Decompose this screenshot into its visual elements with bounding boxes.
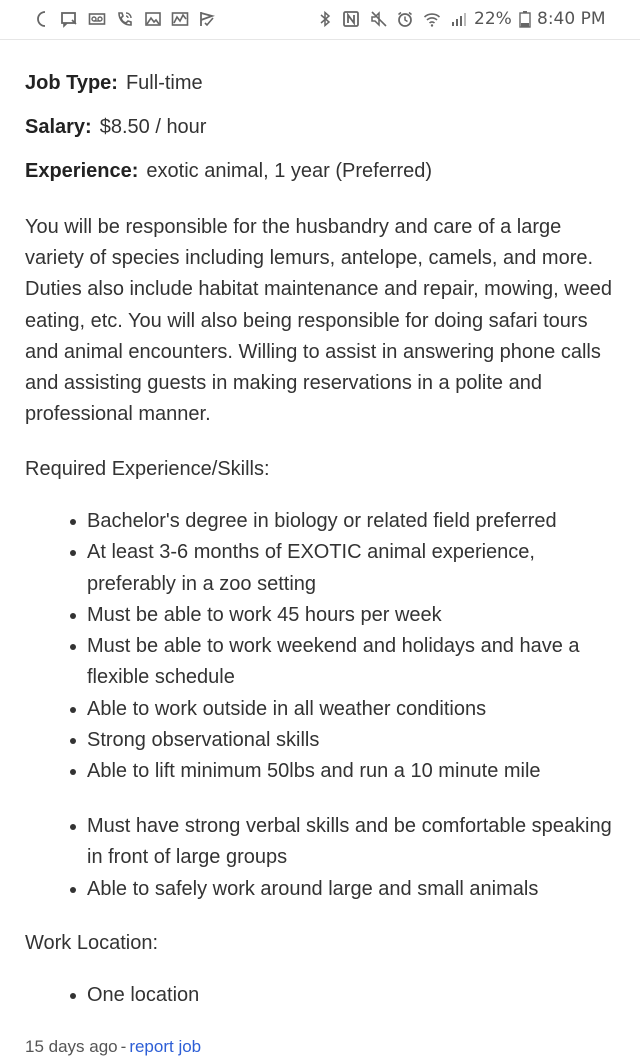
skill-item-text: Must have strong verbal skills and be comfortable speaking in front of large groups [87,815,612,869]
mute-icon [370,10,388,28]
experience-label: Experience: [25,160,139,182]
alarm-icon [396,10,414,28]
skill-item-text: At least 3-6 months of EXOTIC animal experience, preferably in a zoo setting [87,541,535,595]
message-icon [60,10,78,28]
bullet-icon [70,738,76,744]
footer-separator: - [120,1037,127,1056]
skill-item [25,506,625,537]
bullet-icon [70,707,76,713]
check-flag-icon [198,10,216,28]
skill-item-text: Able to lift minimum 50lbs and run a 10 minute mile [87,760,541,783]
bullet-icon [70,769,76,775]
bullet-icon [70,644,76,650]
skill-item [25,537,625,600]
nfc-icon [342,10,360,28]
skill-item [25,756,625,787]
image-icon [144,10,162,28]
bullet-icon [70,613,76,619]
skill-item-text: Bachelor's degree in biology or related field preferred [87,510,557,532]
status-bar [0,0,640,40]
battery-percent: 22% [474,9,512,29]
report-job-link[interactable]: report job [129,1037,202,1056]
salary-label: Salary: [25,116,92,138]
experience-row [25,158,432,184]
required-skills-heading: Required Experience/Skills: [25,458,270,480]
stocks-icon [171,10,189,28]
bullet-icon [70,824,76,830]
location-list [25,980,625,1011]
skill-item [25,725,625,756]
job-description: You will be responsible for the husbandry and care of a large variety of species including lemurs, antelope, camels, and more. Duties also include habitat maintenance and repair, mowing, weed eating, etc. You will also being responsible for doing safari tours and animal encounters. Willing to assist in answering phone calls and assisting guests in making reservations in a polite and professional manner. [25,216,613,426]
skills-list-continued [25,811,625,905]
experience-value: exotic animal, 1 year (Preferred) [146,160,433,182]
bullet-icon [70,519,76,525]
location-item-text: One location [87,984,200,1006]
salary-row [25,114,206,140]
job-type-label: Job Type: [25,72,118,94]
moon-icon [34,10,52,28]
skill-item [25,694,625,725]
skill-item-text: Able to work outside in all weather conditions [87,697,487,720]
skill-item [25,811,625,874]
battery-icon [519,10,531,28]
job-type-value: Full-time [125,72,203,94]
bullet-icon [70,887,76,893]
voicemail-icon [88,10,106,28]
skill-item-text: Able to safely work around large and small animals [87,877,539,900]
wifi-call-icon [116,10,134,28]
clock-time: 8:40 PM [537,9,606,29]
salary-value: $8.50 / hour [99,116,207,138]
skill-item [25,631,625,694]
wifi-icon [423,10,441,28]
location-item [25,980,625,1011]
skill-item-text: Strong observational skills [87,729,320,752]
skill-item [25,874,625,905]
work-location-heading: Work Location: [25,932,159,954]
skill-item-text: Must be able to work weekend and holidays and have a flexible schedule [87,635,580,689]
skill-item [25,600,625,631]
signal-icon [450,10,468,28]
job-type-row [25,70,203,96]
bullet-icon [70,550,76,556]
bullet-icon [70,993,76,999]
job-footer [25,1036,201,1058]
posted-age: 15 days ago [25,1037,118,1056]
skills-list [25,506,625,788]
bluetooth-icon [316,10,334,28]
skill-item-text: Must be able to work 45 hours per week [87,603,442,626]
